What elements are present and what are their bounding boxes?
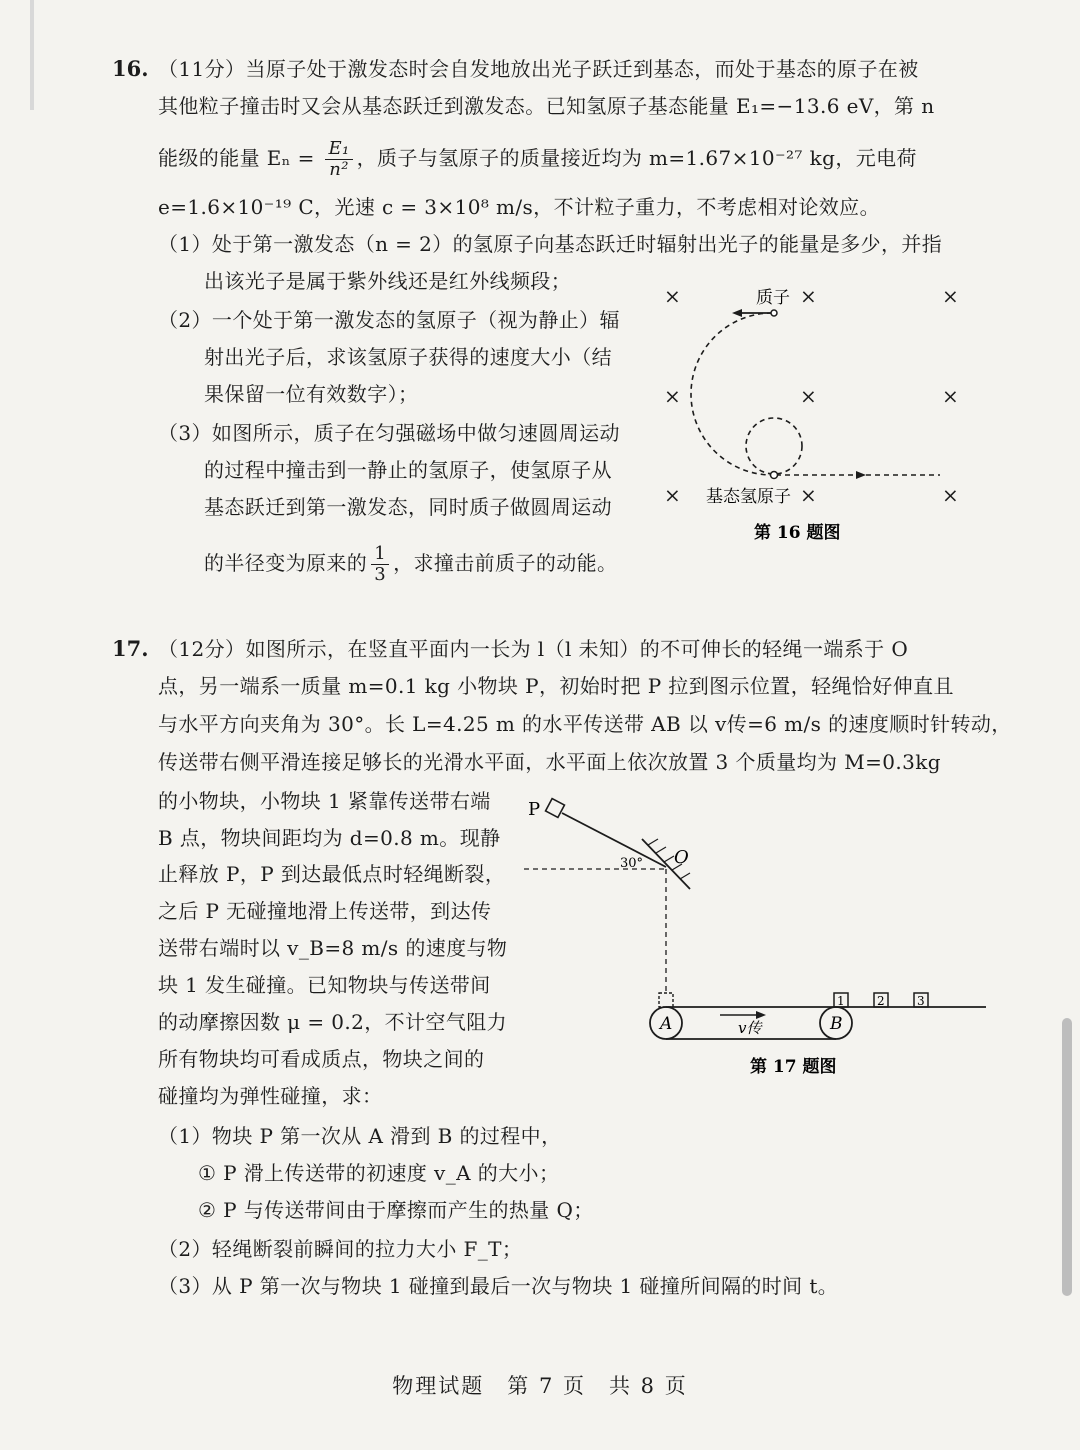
q17-l8: 之后 P 无碰撞地滑上传送带，到达传 [158, 899, 492, 923]
q16-line2: 其他粒子撞击时又会从基态跃迁到激发态。已知氢原子基态能量 E₁=−13.6 eV，第 n [158, 94, 935, 118]
figure-17-caption: 第 17 题图 [750, 1057, 837, 1077]
q16-line1: （11分）当原子处于激发态时会自发地放出光子跃迁到基态，而处于基态的原子在被 [158, 57, 919, 81]
page-edge-mark [30, 0, 34, 110]
q16-p3d [204, 544, 617, 585]
arrow-head [732, 309, 742, 317]
q16-p3c: 基态跃迁到第一激发态，同时质子做圆周运动 [204, 495, 612, 519]
q17-l6: B 点，物块间距均为 d=0.8 m。现静 [158, 826, 501, 850]
proton-dot [771, 310, 777, 316]
q17-l11: 的动摩擦因数 μ = 0.2，不计空气阻力 [158, 1010, 508, 1034]
proton-small-orbit [746, 418, 802, 474]
angle-label: 30° [620, 856, 644, 871]
scrollbar-thumb[interactable] [1062, 1018, 1072, 1296]
belt-velocity-label: v传 [738, 1019, 762, 1037]
q17-l10: 块 1 发生碰撞。已知物块与传送带间 [158, 973, 491, 997]
q16-p1a: （1）处于第一激发态（n = 2）的氢原子向基态跃迁时辐射出光子的能量是多少，并指 [158, 232, 943, 256]
rope [562, 813, 666, 867]
figure-17 [520, 795, 990, 1085]
q17-s2: （2）轻绳断裂前瞬间的拉力大小 F_T； [158, 1237, 523, 1261]
field-mark: × [800, 384, 817, 408]
q17-s1b: ② P 与传送带间由于摩擦而产生的热量 Q； [198, 1198, 594, 1222]
q16-line3 [158, 139, 917, 180]
q16-line3-pre: 能级的能量 Eₙ = [158, 146, 322, 170]
block-3-label: 3 [917, 994, 925, 1008]
q16-number: 16. [112, 56, 149, 81]
q16-p3a: （3）如图所示，质子在匀强磁场中做匀速圆周运动 [158, 421, 620, 445]
q17-line4: 传送带右侧平滑连接足够长的光滑水平面，水平面上依次放置 3 个质量均为 M=0.3kg [158, 750, 941, 774]
q17-l13: 碰撞均为弹性碰撞，求： [158, 1084, 383, 1108]
q16-p3b: 的过程中撞击到一静止的氢原子，使氢原子从 [204, 458, 612, 482]
q16-p3d-num: 1 [371, 544, 389, 565]
q16-p2b: 射出光子后，求该氢原子获得的速度大小（结 [204, 345, 612, 369]
q16-p1b: 出该光子是属于紫外线还是红外线频段； [204, 269, 572, 293]
field-mark: × [800, 284, 817, 308]
q17-l9: 送带右端时以 v_B=8 m/s 的速度与物 [158, 936, 508, 960]
block-p [546, 799, 565, 818]
figure-16-caption: 第 16 题图 [754, 523, 841, 543]
q16-p3d-den: 3 [374, 564, 387, 585]
label-b: B [830, 1014, 843, 1034]
field-mark: × [664, 384, 681, 408]
q17-l12: 所有物块均可看成质点，物块之间的 [158, 1047, 485, 1071]
label-p: P [528, 799, 541, 820]
label-o: O [674, 847, 689, 868]
q17-s1a: ① P 滑上传送带的初速度 v_A 的大小； [198, 1161, 560, 1185]
q16-energy-fraction [325, 139, 352, 180]
p-lowest-position [659, 993, 673, 1007]
field-mark: × [664, 284, 681, 308]
arrow-head [756, 1011, 766, 1019]
q16-p2c: 果保留一位有效数字）； [204, 382, 419, 406]
field-mark: × [942, 483, 959, 507]
page-footer: 物理试题 第 7 页 共 8 页 [392, 1374, 688, 1398]
block-2-label: 2 [877, 994, 885, 1008]
hydrogen-label: 基态氢原子 [706, 487, 791, 507]
proton-large-orbit [691, 313, 772, 475]
q17-line1: （12分）如图所示，在竖直平面内一长为 l（l 未知）的不可伸长的轻绳一端系于 O [158, 637, 909, 661]
figure-16 [650, 280, 980, 550]
q16-frac-num: E₁ [325, 139, 352, 160]
q16-line4: e=1.6×10⁻¹⁹ C，光速 c = 3×10⁸ m/s，不计粒子重力，不考虑相对论效应。 [158, 195, 880, 219]
q17-l7: 止释放 P，P 到达最低点时轻绳断裂， [158, 862, 506, 886]
q17-s1: （1）物块 P 第一次从 A 滑到 B 的过程中， [158, 1124, 562, 1148]
q17-l5: 的小物块，小物块 1 紧靠传送带右端 [158, 789, 491, 813]
q17-line3: 与水平方向夹角为 30°。长 L=4.25 m 的水平传送带 AB 以 v传=6 m/s 的速度顺时针转动， [158, 712, 1012, 736]
hydrogen-atom-dot [771, 472, 778, 479]
q17-number: 17. [112, 636, 149, 661]
field-mark: × [942, 384, 959, 408]
arrow-head [856, 471, 866, 479]
q17-s3: （3）从 P 第一次与物块 1 碰撞到最后一次与物块 1 碰撞所间隔的时间 t。 [158, 1274, 839, 1298]
field-mark: × [664, 483, 681, 507]
q16-radius-fraction [371, 544, 389, 585]
q16-line3-post: ，质子与氢原子的质量接近均为 m=1.67×10⁻²⁷ kg，元电荷 [356, 146, 917, 170]
q16-p3d-post: ，求撞击前质子的动能。 [393, 551, 618, 575]
block-1-label: 1 [837, 994, 845, 1008]
q17-line2: 点，另一端系一质量 m=0.1 kg 小物块 P，初始时把 P 拉到图示位置，轻绳恰好伸直且 [158, 674, 954, 698]
field-mark: × [800, 483, 817, 507]
label-a: A [660, 1014, 673, 1034]
q16-p2a: （2）一个处于第一激发态的氢原子（视为静止）辐 [158, 308, 620, 332]
q16-p3d-pre: 的半径变为原来的 [204, 551, 368, 575]
field-mark: × [942, 284, 959, 308]
proton-label: 质子 [756, 288, 790, 308]
q16-frac-den: n² [329, 159, 349, 180]
